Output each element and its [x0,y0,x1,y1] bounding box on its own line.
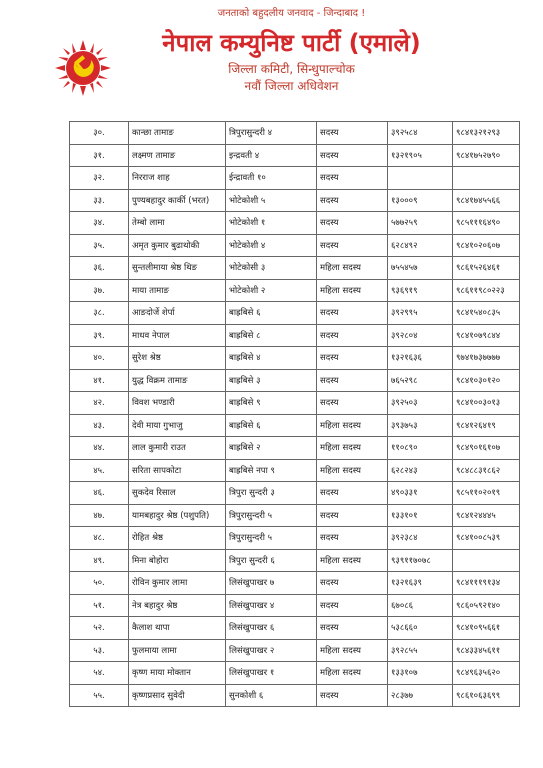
party-slogan: जनताको बहुदलीय जनवाद - जिन्दाबाद ! [217,8,366,19]
table-row [70,594,520,617]
table-row [70,639,520,662]
address-cell: त्रिपुरासुन्दरी ५ [226,527,317,550]
position-cell: सदस्य [317,212,388,235]
address-cell: लिसंखुपाखर ४ [226,594,317,617]
name-cell: सुकदेव रिसाल [129,482,226,505]
serial-cell: ५४. [70,662,129,685]
name-cell: कैलाश थापा [129,617,226,640]
membership-cell: ३९२५०३ [388,392,453,415]
address-cell: बाह्रबिसे ८ [226,324,317,347]
address-cell: भोटेकोशी २ [226,279,317,302]
phone-cell: ९८४१५४०८३५ [453,302,520,325]
table-row [70,189,520,212]
phone-cell: ९८६१५२६४६१ [453,257,520,280]
serial-cell: ३५. [70,234,129,257]
name-cell: युद्ध विक्रम तामाङ [129,369,226,392]
serial-cell: ४५. [70,459,129,482]
serial-cell: ३३. [70,189,129,212]
name-cell: कान्छा तामाङ [129,122,226,145]
name-cell: कृष्ण माया मोक्तान [129,662,226,685]
position-cell: महिला सदस्य [317,414,388,437]
address-cell: बाह्रबिसे ४ [226,347,317,370]
phone-cell: ९८४१०७९८४४ [453,324,520,347]
address-cell: लिसंखुपाखर ७ [226,572,317,595]
membership-cell: ७६५२९८ [388,369,453,392]
party-name: नेपाल कम्युनिष्ट पार्टी (एमाले) [162,29,421,57]
position-cell: सदस्य [317,347,388,370]
position-cell: सदस्य [317,144,388,167]
address-cell: सुनकोशी ६ [226,684,317,707]
table-row [70,257,520,280]
name-cell: रोहित श्रेष्ठ [129,527,226,550]
serial-cell: ४२. [70,392,129,415]
phone-cell: ९८५११०२०१९ [453,482,520,505]
serial-cell: ५१. [70,594,129,617]
membership-cell: ६२८२४३ [388,459,453,482]
address-cell: भोटेकोसी ३ [226,257,317,280]
serial-cell: ४०. [70,347,129,370]
serial-cell: ४४. [70,437,129,460]
phone-cell: ९८४१७५२७९० [453,144,520,167]
document-header [0,0,543,118]
serial-cell: ४१. [70,369,129,392]
position-cell: सदस्य [317,369,388,392]
name-cell: लाल कुमारी राउत [129,437,226,460]
table-row [70,572,520,595]
position-cell: सदस्य [317,594,388,617]
address-cell: लिसंखुपाखर ६ [226,617,317,640]
address-cell: ईन्द्रावती १० [226,167,317,190]
membership-cell: ५३८६६० [388,617,453,640]
position-cell: सदस्य [317,167,388,190]
phone-cell: ९८४३३४५६११ [453,639,520,662]
name-cell: आङदोर्जे शेर्पा [129,302,226,325]
table-row [70,324,520,347]
membership-cell: ९३६९१९ [388,279,453,302]
serial-cell: ३७. [70,279,129,302]
name-cell: अमृत कुमार बुढाथोकी [129,234,226,257]
membership-cell: २८३७७ [388,684,453,707]
address-cell: बाह्रबिसे २ [226,437,317,460]
address-cell: भोटेकोशी १ [226,212,317,235]
table-row [70,459,520,482]
serial-cell: ३०. [70,122,129,145]
position-cell: महिला सदस्य [317,549,388,572]
position-cell: सदस्य [317,617,388,640]
phone-cell: ९७४१७३७७७७ [453,347,520,370]
position-cell: सदस्य [317,302,388,325]
address-cell: बाह्रबिसे ६ [226,414,317,437]
membership-cell: ३९२८५५ [388,639,453,662]
serial-cell: ३४. [70,212,129,235]
serial-cell: ४९. [70,549,129,572]
table-row [70,369,520,392]
phone-cell: ९८४१२४४४५ [453,504,520,527]
phone-cell: ९८४१०३०१२० [453,369,520,392]
name-cell: पुण्यबहादुर कार्की (भरत) [129,189,226,212]
address-cell: बाह्रबिसे ६ [226,302,317,325]
name-cell: माधव नेपाल [129,324,226,347]
position-cell: महिला सदस्य [317,639,388,662]
committee-name: जिल्ला कमिटी, सिन्धुपाल्चोक [228,62,355,76]
membership-cell: १३२१६३६ [388,347,453,370]
address-cell: भोटेकोशी ४ [226,234,317,257]
name-cell: सुरेश श्रेष्ठ [129,347,226,370]
serial-cell: ४६. [70,482,129,505]
name-cell: कृष्णप्रसाद सुवेदी [129,684,226,707]
name-cell: तेम्बो लामा [129,212,226,235]
membership-cell: १३२१९०५ [388,144,453,167]
phone-cell: ९८४८८३१८६२ [453,459,520,482]
phone-cell: ९८४१००३०१३ [453,392,520,415]
serial-cell: ५०. [70,572,129,595]
position-cell: सदस्य [317,122,388,145]
membership-cell: ५७७२५९ [388,212,453,235]
phone-cell: ९८४१०२०६०७ [453,234,520,257]
table-row [70,347,520,370]
position-cell: सदस्य [317,234,388,257]
address-cell: त्रिपुरा सुन्दरी ६ [226,549,317,572]
phone-cell: ९८४१००८५३९ [453,527,520,550]
table-row [70,549,520,572]
phone-cell: ९८६११९८०२२३ [453,279,520,302]
position-cell: सदस्य [317,572,388,595]
position-cell: सदस्य [317,324,388,347]
position-cell: सदस्य [317,482,388,505]
position-cell: सदस्य [317,392,388,415]
position-cell: सदस्य [317,527,388,550]
position-cell: महिला सदस्य [317,662,388,685]
table-row [70,437,520,460]
table-row [70,167,520,190]
phone-cell: ९८४१७४५५६६ [453,189,520,212]
phone-cell [453,549,520,572]
membership-cell: ४९०३३१ [388,482,453,505]
position-cell: सदस्य [317,504,388,527]
name-cell: विवश भण्डारी [129,392,226,415]
name-cell: लक्ष्मण तामाङ [129,144,226,167]
membership-cell: ६२८४९२ [388,234,453,257]
table-row [70,302,520,325]
table-row [70,392,520,415]
name-cell: फुलमाया लामा [129,639,226,662]
phone-cell: ९८४१०९५६६१ [453,617,520,640]
membership-cell: १३३१०७ [388,662,453,685]
address-cell: भोटेकोशी ५ [226,189,317,212]
phone-cell: ९८५१११६४९० [453,212,520,235]
serial-cell: ४३. [70,414,129,437]
phone-cell: ९८४९०१६१०७ [453,437,520,460]
position-cell: महिला सदस्य [317,279,388,302]
membership-cell: ३९२३८४ [388,527,453,550]
membership-cell: ३९२८०४ [388,324,453,347]
membership-cell: ३९३७५३ [388,414,453,437]
name-cell: निरराज शाह [129,167,226,190]
table-row [70,662,520,685]
table-row [70,527,520,550]
table-row [70,482,520,505]
phone-cell: ९८४९६३५६२० [453,662,520,685]
membership-cell: १३०००९ [388,189,453,212]
name-cell: माया तामाङ [129,279,226,302]
name-cell: मिना बोहोरा [129,549,226,572]
name-cell: यामबहादुर श्रेष्ठ (पशुपति) [129,504,226,527]
serial-cell: ३२. [70,167,129,190]
name-cell: देवी माया गुभाजु [129,414,226,437]
position-cell: महिला सदस्य [317,459,388,482]
phone-cell: ९८६१०६३६९९ [453,684,520,707]
address-cell: त्रिपुरासुन्दरी ४ [226,122,317,145]
table-row [70,279,520,302]
name-cell: सरिता सापकोटा [129,459,226,482]
serial-cell: ५३. [70,639,129,662]
address-cell: बाह्रबिसे नपा ९ [226,459,317,482]
serial-cell: ४७. [70,504,129,527]
table-row [70,234,520,257]
name-cell: नेत्र बहादुर श्रेष्ठ [129,594,226,617]
table-row [70,504,520,527]
table-row [70,122,520,145]
membership-cell: ११०८९० [388,437,453,460]
serial-cell: ५५. [70,684,129,707]
address-cell: लिसंखुपाखर २ [226,639,317,662]
serial-cell: ३९. [70,324,129,347]
table-row [70,414,520,437]
table-row [70,684,520,707]
position-cell: महिला सदस्य [317,437,388,460]
phone-cell: ९८४१११९१३४ [453,572,520,595]
name-cell: रोविन कुमार लामा [129,572,226,595]
address-cell: बाह्रबिसे ९ [226,392,317,415]
serial-cell: ३१. [70,144,129,167]
serial-cell: ४८. [70,527,129,550]
membership-cell: ३९२५८४ [388,122,453,145]
membership-cell: ३९२९९५ [388,302,453,325]
membership-cell: ७५५४५७ [388,257,453,280]
membership-cell: १३२१६३९ [388,572,453,595]
address-cell: इन्द्रवती ४ [226,144,317,167]
membership-cell: ६७०८६ [388,594,453,617]
convention-title: नवौं जिल्ला अधिवेशन [244,79,339,93]
position-cell: सदस्य [317,684,388,707]
table-row [70,144,520,167]
address-cell: बाह्रबिसे ३ [226,369,317,392]
members-table [69,121,520,707]
table-row [70,212,520,235]
serial-cell: ३८. [70,302,129,325]
phone-cell: ९८४१३२१२९३ [453,122,520,145]
table-row [70,617,520,640]
phone-cell: ९८४१२६४१९ [453,414,520,437]
serial-cell: ३६. [70,257,129,280]
address-cell: लिसंखुपाखर १ [226,662,317,685]
membership-cell [388,167,453,190]
address-cell: त्रिपुरा सुन्दरी ३ [226,482,317,505]
position-cell: सदस्य [317,189,388,212]
position-cell: महिला सदस्य [317,257,388,280]
membership-cell: १३३१०१ [388,504,453,527]
membership-cell: ९३९११७०७८ [388,549,453,572]
serial-cell: ५२. [70,617,129,640]
address-cell: त्रिपुरासुन्दरी ५ [226,504,317,527]
name-cell: सुन्तलीमाया श्रेष्ठ थिङ [129,257,226,280]
phone-cell: ९८६०५९२१४० [453,594,520,617]
phone-cell [453,167,520,190]
